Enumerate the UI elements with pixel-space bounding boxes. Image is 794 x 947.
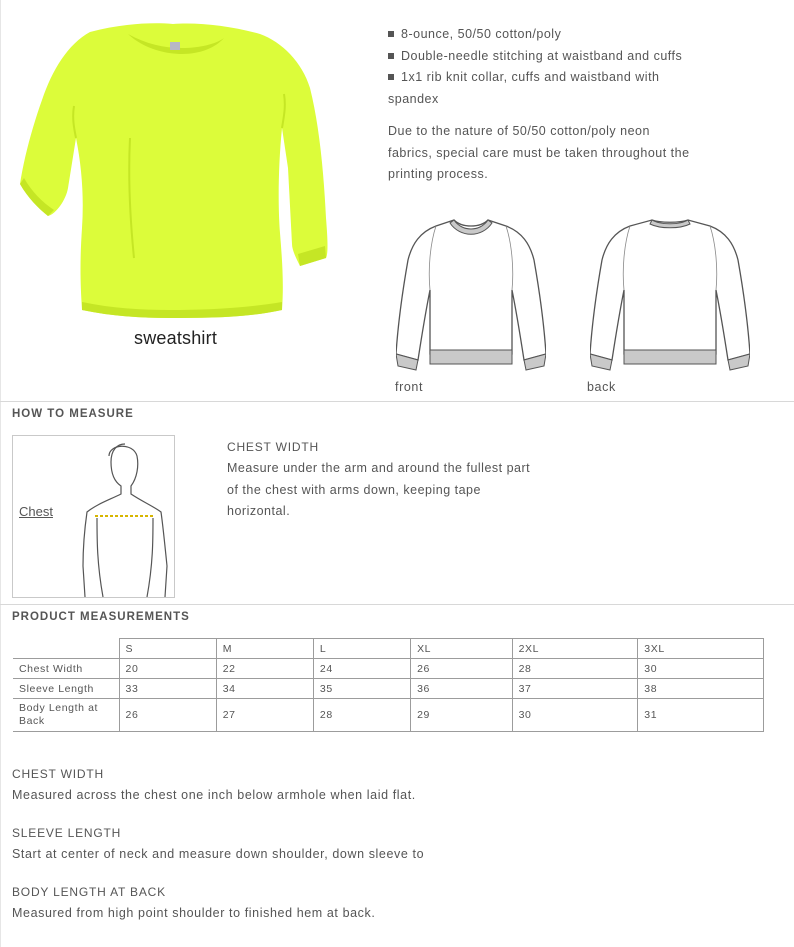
size-header: XL bbox=[411, 639, 513, 659]
sweatshirt-body bbox=[20, 23, 328, 318]
table-cell: 22 bbox=[216, 659, 313, 679]
table-cell: 29 bbox=[411, 699, 513, 732]
table-cell: 34 bbox=[216, 679, 313, 699]
table-row bbox=[13, 699, 764, 732]
table-cell: 33 bbox=[119, 679, 216, 699]
feature-item: 1x1 rib knit collar, cuffs and waistband with bbox=[388, 67, 788, 89]
size-header: 3XL bbox=[638, 639, 764, 659]
row-label bbox=[13, 699, 119, 732]
measure-instructions bbox=[227, 458, 557, 523]
figure-chest-label: Chest bbox=[19, 504, 53, 519]
measure-line: horizontal. bbox=[227, 504, 291, 519]
figure-head-left bbox=[83, 444, 125, 597]
definition-text: Measured from high point shoulder to finished hem at back. bbox=[12, 906, 376, 920]
definition-title: BODY LENGTH AT BACK bbox=[12, 885, 166, 899]
table-cell: 38 bbox=[638, 679, 764, 699]
size-header: M bbox=[216, 639, 313, 659]
table-cell: 36 bbox=[411, 679, 513, 699]
table-cell: 30 bbox=[512, 699, 638, 732]
table-row bbox=[13, 679, 764, 699]
table-header-row bbox=[13, 639, 764, 659]
table-cell: 20 bbox=[119, 659, 216, 679]
table-cell: 37 bbox=[512, 679, 638, 699]
table-row bbox=[13, 659, 764, 679]
care-note bbox=[388, 121, 718, 186]
section-divider bbox=[0, 401, 794, 402]
back-flat-drawing bbox=[590, 214, 750, 374]
row-label-line: Body Length at bbox=[19, 702, 99, 714]
table-cell: 28 bbox=[313, 699, 410, 732]
sweatshirt-tag bbox=[170, 42, 180, 50]
front-waistband bbox=[430, 350, 512, 364]
feature-item: Double-needle stitching at waistband and cuffs bbox=[388, 46, 788, 68]
back-outline bbox=[590, 220, 750, 360]
figure-torso bbox=[97, 518, 153, 597]
table-cell: 30 bbox=[638, 659, 764, 679]
back-waistband bbox=[624, 350, 716, 364]
feature-list bbox=[388, 24, 788, 110]
definition-text: Start at center of neck and measure down shoulder, down sleeve to bbox=[12, 847, 425, 861]
care-note-line: printing process. bbox=[388, 167, 489, 181]
figure-head bbox=[109, 446, 167, 597]
table-cell: 28 bbox=[512, 659, 638, 679]
size-header: L bbox=[313, 639, 410, 659]
measure-title: CHEST WIDTH bbox=[227, 440, 319, 454]
front-outline bbox=[396, 220, 546, 360]
sweatshirt-shape bbox=[20, 23, 328, 318]
table-cell: 24 bbox=[313, 659, 410, 679]
feature-item-continuation: spandex bbox=[388, 91, 439, 106]
how-to-measure-heading: HOW TO MEASURE bbox=[12, 408, 134, 420]
size-header: 2XL bbox=[512, 639, 638, 659]
size-header: S bbox=[119, 639, 216, 659]
definition-title: CHEST WIDTH bbox=[12, 767, 104, 781]
size-chart-table bbox=[13, 638, 764, 732]
measure-line: Measure under the arm and around the fullest part bbox=[227, 461, 531, 475]
table-cell: 35 bbox=[313, 679, 410, 699]
definition-text: Measured across the chest one inch below armhole when laid flat. bbox=[12, 788, 416, 802]
back-label: back bbox=[587, 380, 616, 394]
feature-item: 8-ounce, 50/50 cotton/poly bbox=[388, 24, 788, 46]
product-measurements-heading: PRODUCT MEASUREMENTS bbox=[12, 611, 190, 623]
table-corner-cell bbox=[13, 639, 119, 659]
sweatshirt-photo bbox=[10, 18, 340, 318]
table-cell: 27 bbox=[216, 699, 313, 732]
front-flat-drawing bbox=[396, 214, 546, 374]
section-divider bbox=[0, 604, 794, 605]
table-cell: 31 bbox=[638, 699, 764, 732]
front-label: front bbox=[395, 380, 424, 394]
measure-figure bbox=[12, 435, 175, 598]
table-cell: 26 bbox=[119, 699, 216, 732]
measure-line: of the chest with arms down, keeping tape bbox=[227, 482, 481, 497]
left-border-line bbox=[0, 0, 1, 947]
row-label: Chest Width bbox=[13, 659, 119, 679]
care-note-line: fabrics, special care must be taken throughout the bbox=[388, 145, 690, 160]
product-caption: sweatshirt bbox=[134, 328, 218, 348]
definition-title: SLEEVE LENGTH bbox=[12, 826, 122, 840]
row-label-line: Back bbox=[19, 715, 45, 727]
row-label: Sleeve Length bbox=[13, 679, 119, 699]
table-cell: 26 bbox=[411, 659, 513, 679]
care-note-line: Due to the nature of 50/50 cotton/poly neon bbox=[388, 124, 650, 138]
